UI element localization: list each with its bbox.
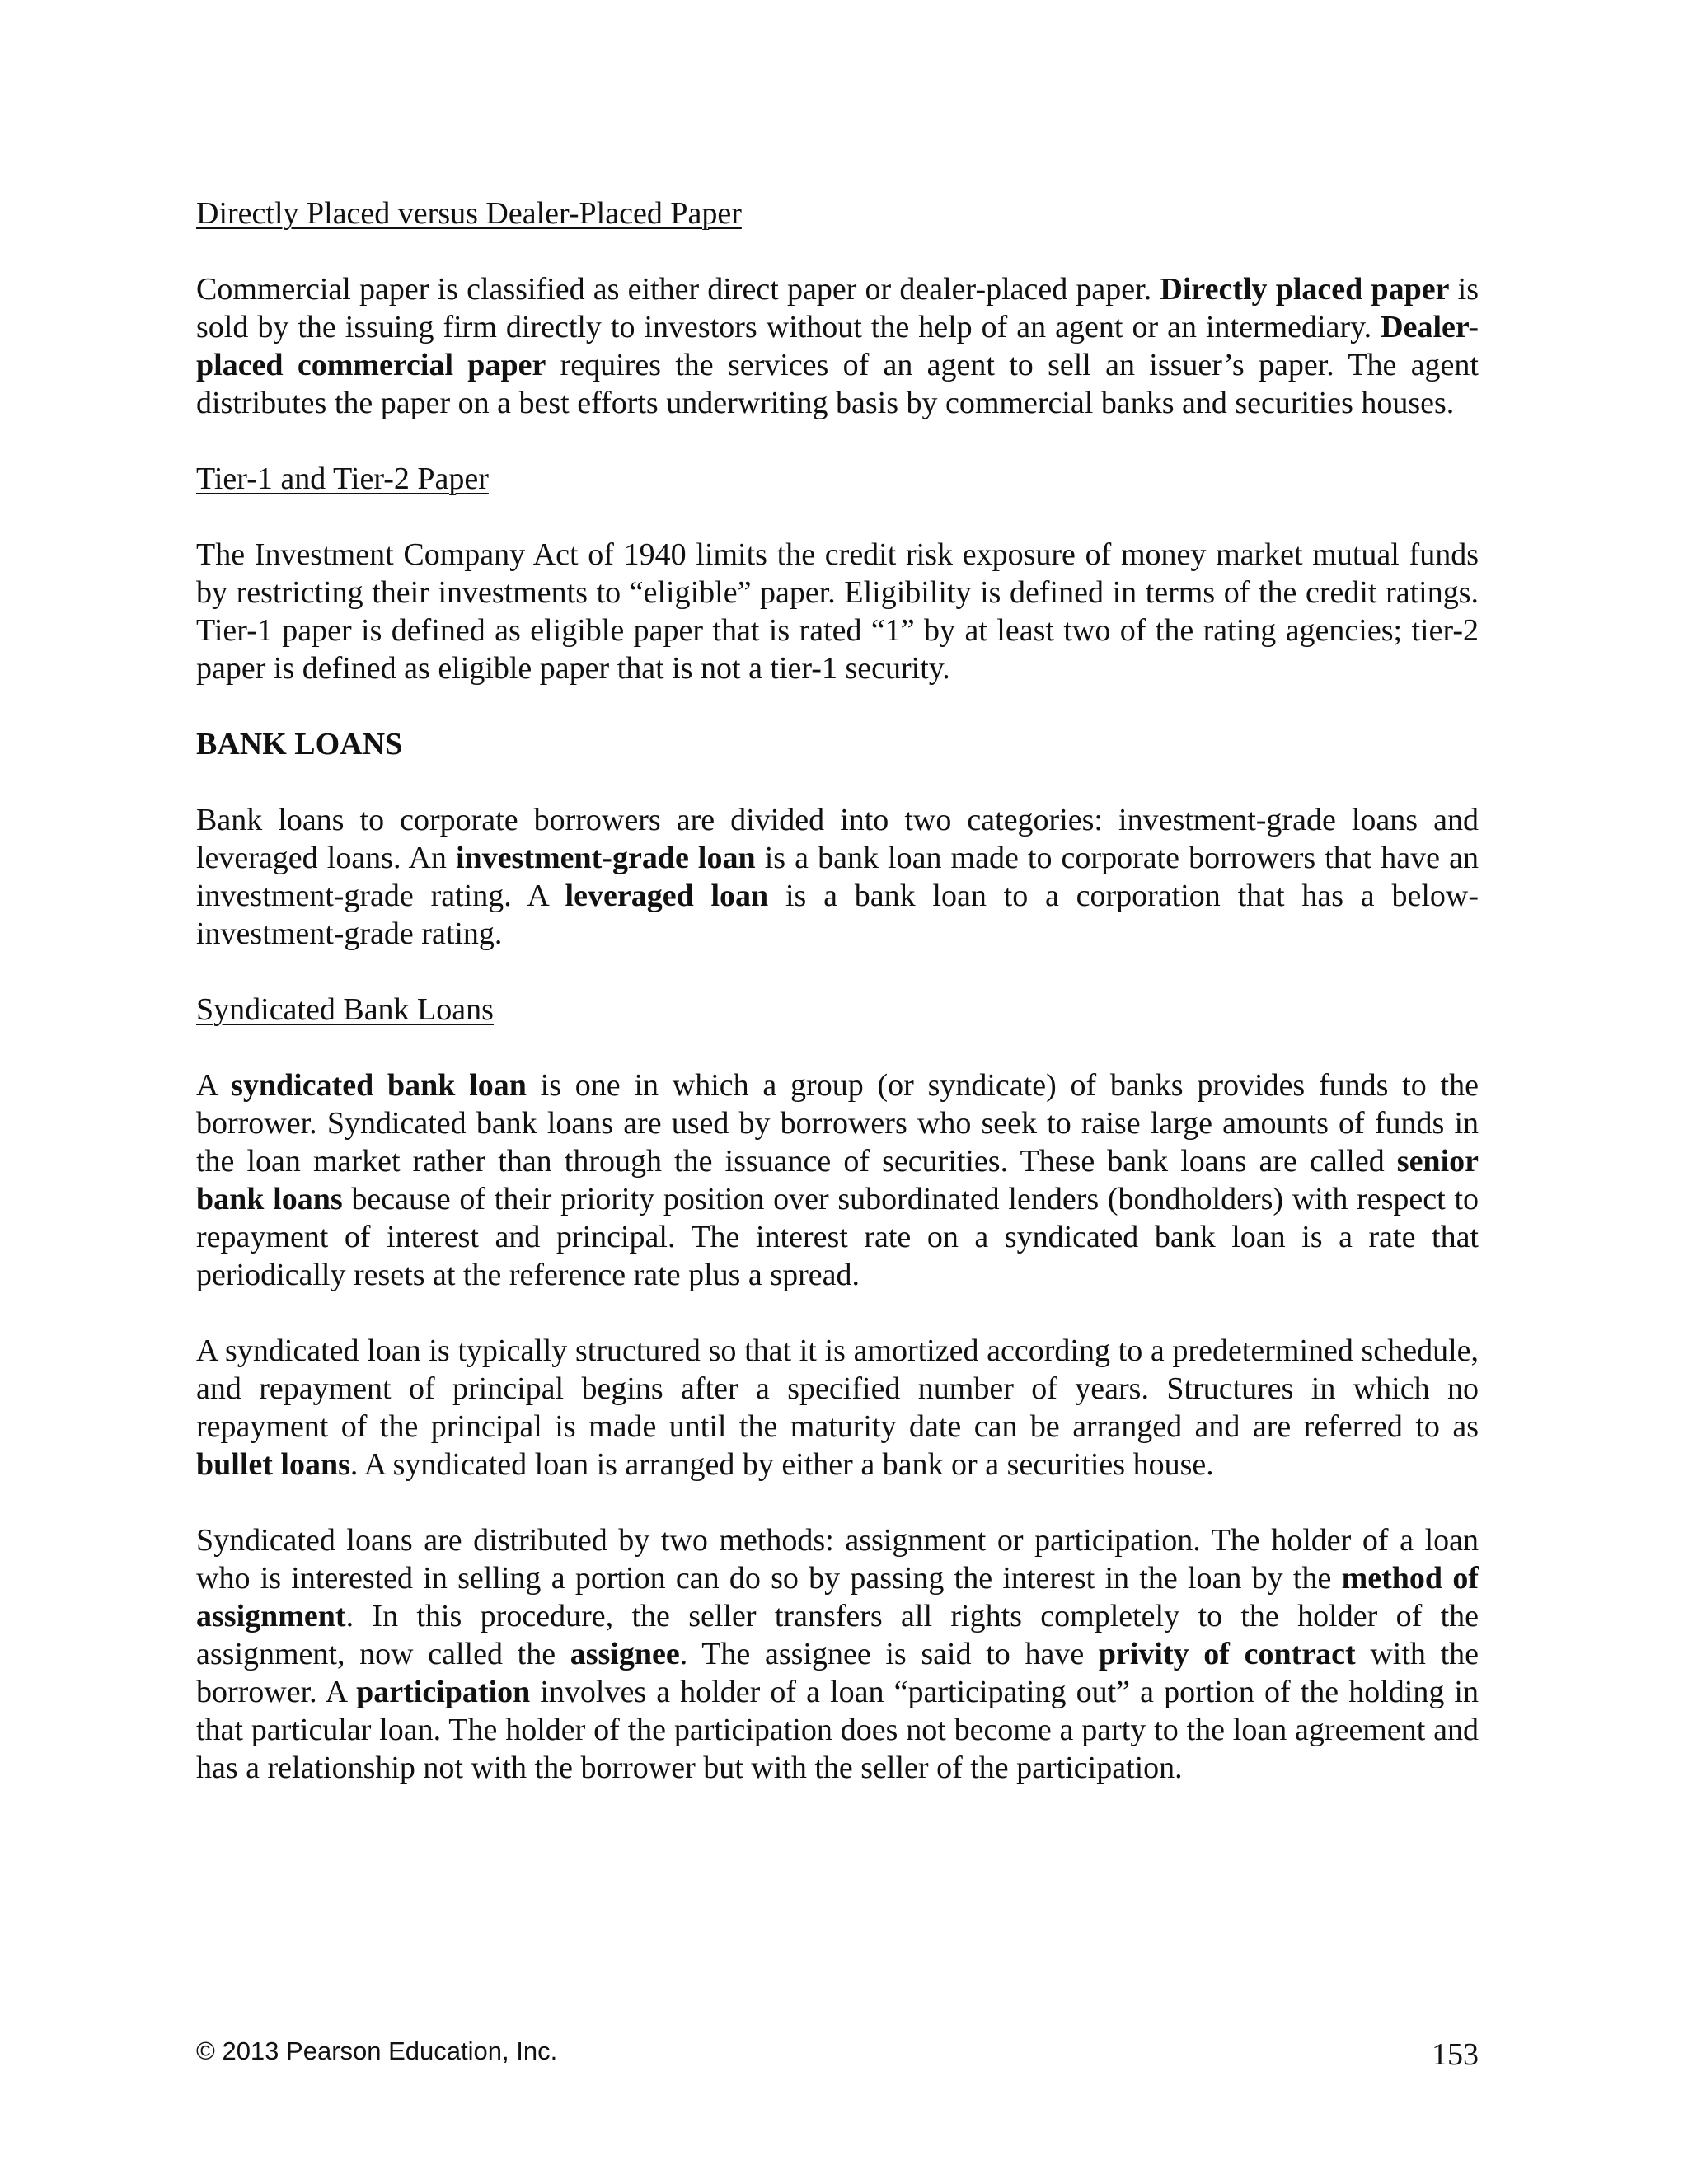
text-segment: . In this procedure, the seller transfers all rights completely to the holder of the assignment, now called the: [196, 1599, 1479, 1671]
paragraph-bank-loans-intro: [196, 801, 1479, 953]
text-segment: involves a holder of a loan “participating out” a portion of the holding in that particular loan. The holder of the participation does not become a party to the loan agreement and has a relationship not with the borrower but with the seller of the participation.: [196, 1675, 1479, 1785]
text-segment: . The assignee is said to have: [679, 1637, 1099, 1671]
bold-term: bullet loans: [196, 1447, 350, 1482]
text-segment: with the borrower. A: [196, 1637, 1479, 1709]
text-segment: Syndicated loans are distributed by two methods: assignment or participation. The holder of a loan who is interested in selling a portion can do so by passing the interest in the loan by the: [196, 1523, 1479, 1596]
bold-term: syndicated bank loan: [231, 1068, 527, 1103]
text-segment: is sold by the issuing firm directly to investors without the help of an agent or an intermediary.: [196, 272, 1479, 344]
text-segment: The Investment Company Act of 1940 limits the credit risk exposure of money market mutual funds by restricting their investments to “eligible” paper. Eligibility is defined in terms of the credit ratings. Tier-1 paper is defined as eligible paper that is rated “1” by at least two of the rating agencies; tier-2 paper is defined as eligible paper that is not a tier-1 security.: [196, 537, 1479, 686]
footer-copyright: © 2013 Pearson Education, Inc.: [196, 2036, 558, 2065]
text-segment: is a bank loan made to corporate borrowers that have an investment-grade rating. A: [196, 841, 1479, 913]
bold-term: participation: [356, 1675, 531, 1709]
paragraph-investment-company-act: [196, 536, 1479, 687]
bold-term: privity of contract: [1098, 1637, 1356, 1671]
bold-term: Dealer-placed commercial paper: [196, 310, 1479, 382]
text-segment: A: [196, 1068, 232, 1103]
paragraph-commercial-paper: [196, 270, 1479, 422]
document-body: [196, 194, 1479, 1825]
text-segment: Bank loans to corporate borrowers are divided into two categories: investment-grade loans and leveraged loans. An: [196, 803, 1479, 875]
text-segment: requires the services of an agent to sell an issuer’s paper. The agent distributes the paper on a best efforts underwriting basis by commercial banks and securities houses.: [196, 348, 1479, 420]
text-segment: . A syndicated loan is arranged by either a bank or a securities house.: [349, 1447, 1214, 1482]
text-segment: A syndicated loan is typically structured so that it is amortized according to a predetermined schedule, and repayment of principal begins after a specified number of years. Structures in which no repayment of the principal is made until the maturity date can be arranged and are referred to as: [196, 1333, 1479, 1444]
bold-term: senior bank loans: [196, 1144, 1479, 1216]
paragraph-syndicated-distribution: [196, 1521, 1479, 1787]
text-segment: Commercial paper is classified as either direct paper or dealer-placed paper.: [196, 272, 1160, 307]
subheading-tier-paper: Tier-1 and Tier-2 Paper: [196, 462, 489, 496]
paragraph-syndicated-definition: [196, 1066, 1479, 1294]
bold-term: assignee: [570, 1637, 680, 1671]
page-number: 153: [1432, 2037, 1479, 2072]
section-title-bank-loans: BANK LOANS: [196, 727, 403, 762]
text-segment: because of their priority position over subordinated lenders (bondholders) with respect to repayment of interest and principal. The interest rate on a syndicated bank loan is a rate that periodically resets at the reference rate plus a spread.: [196, 1182, 1479, 1292]
subheading-directly-placed: Directly Placed versus Dealer-Placed Paper: [196, 196, 742, 231]
paragraph-syndicated-structure: [196, 1332, 1479, 1483]
bold-term: Directly placed paper: [1160, 272, 1450, 307]
text-segment: is a bank loan to a corporation that has a below-investment-grade rating.: [196, 879, 1479, 951]
bold-term: leveraged loan: [565, 879, 769, 913]
text-segment: is one in which a group (or syndicate) of banks provides funds to the borrower. Syndicated bank loans are used by borrowers who seek to raise large amounts of funds in the loan market rather than through the issuance of securities. These bank loans are called: [196, 1068, 1479, 1179]
bold-term: investment-grade loan: [456, 841, 756, 875]
bold-term: method of assignment: [196, 1561, 1479, 1633]
subheading-syndicated-bank-loans: Syndicated Bank Loans: [196, 992, 494, 1027]
